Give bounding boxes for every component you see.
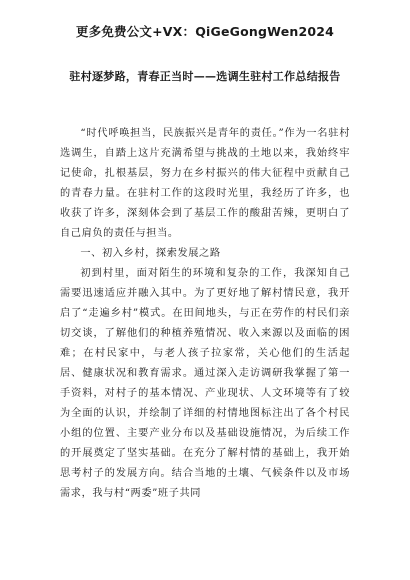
promo-banner: 更多免费公文+VX：QiGeGongWen2024	[75, 24, 335, 39]
intro-paragraph: “时代呼唤担当，民族振兴是青年的责任。”作为一名驻村选调生，自踏上这片充满希望与挑战的土地以来，我始终牢记使命，扎根基层，努力在乡村振兴的伟大征程中贡献自己的青春力量。在驻村工作的这段时光里，我经历了许多，也收获了许多，深刻体会到了基层工作的酸甜苦辣，更明白了自己肩负的责任与担当。	[60, 128, 350, 239]
section-heading: 一、初入乡村，探索发展之路	[80, 248, 221, 259]
document-body	[60, 124, 350, 504]
document-title: 驻村逐梦路，青春正当时——选调生驻村工作总结报告	[69, 70, 341, 83]
section-paragraph: 初到村里，面对陌生的环境和复杂的工作，我深知自己需要迅速适应并融入其中。为了更好地了解村情民意，我开启了“走遍乡村”模式。在田间地头，与正在劳作的村民们亲切交谈，了解他们的种植养殖情况、收入来源以及面临的困难；在村民家中，与老人孩子拉家常，关心他们的生活起居、健康状况和教育需求。通过深入走访调研我掌握了第一手资料，对村子的基本情况、产业现状、人文环境等有了较为全面的认识，并绘制了详细的村情地图标注出了各个村民小组的位置、主要产业分布以及基础设施情况，为后续工作的开展奠定了坚实基础。在充分了解村情的基础上，我开始思考村子的发展方向。结合当地的土壤、气候条件以及市场需求，我与村“两委”班子共同	[60, 268, 350, 499]
